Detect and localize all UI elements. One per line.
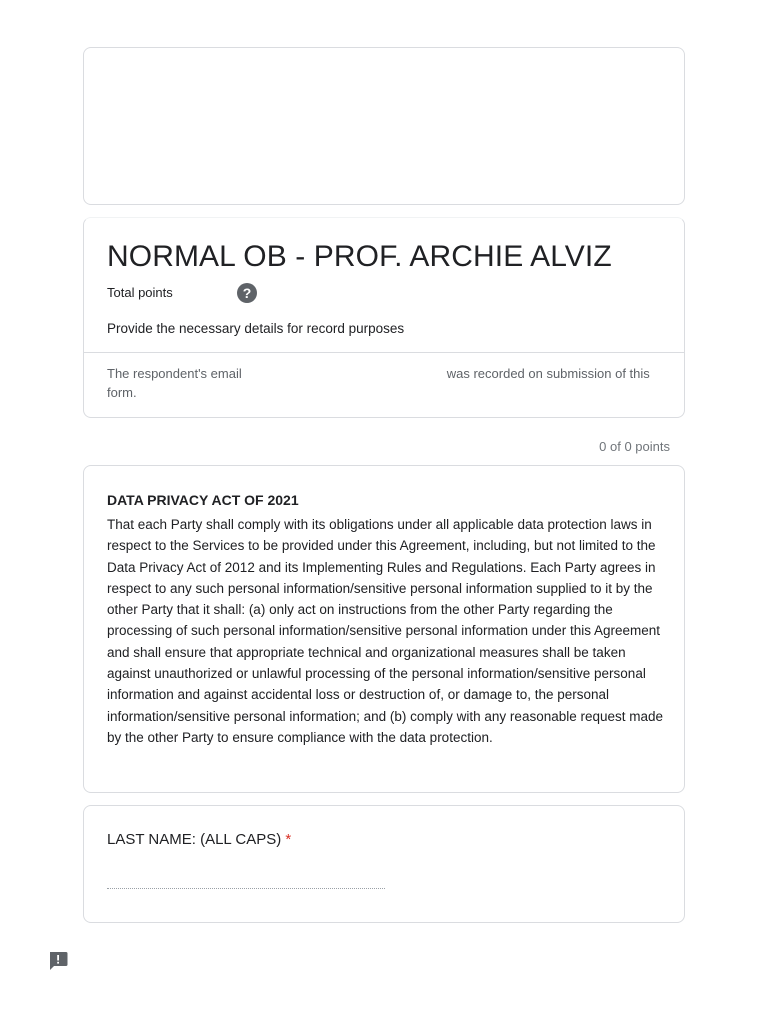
email-recorded-note	[107, 364, 652, 402]
feedback-icon[interactable]	[47, 950, 69, 972]
form-title: NORMAL OB - PROF. ARCHIE ALVIZ	[107, 240, 612, 273]
email-note-part1: The respondent's email	[107, 366, 242, 381]
privacy-section-card	[83, 465, 685, 793]
required-asterisk: *	[285, 831, 292, 848]
question-label-text: LAST NAME: (ALL CAPS)	[107, 831, 282, 848]
email-note-part2: was recorded on submission of this form.	[107, 366, 650, 400]
feedback-icon-graphic	[47, 950, 69, 972]
header-banner	[83, 47, 685, 205]
question-label	[107, 831, 291, 848]
privacy-body: That each Party shall comply with its obligations under all applicable data protection laws in respect to the Services to be provided under this Agreement, including, but not limited to the Data Privacy Act of 2012 and its Implementing Rules and Regulations. Each Party agrees in respect to any such personal information/sensitive personal information supplied to it by the other Party that it shall: (a) only act on instructions from the other Party regarding the processing of such personal information/sensitive personal information under this Agreement and shall ensure that appropriate technical and organizational measures shall be taken against unauthorized or unlawful processing of the personal information/sensitive personal information and against accidental loss or destruction of, or damage to, the personal information/sensitive personal information; and (b) comply with any reasonable request made by the other Party to ensure compliance with the data protection.	[107, 517, 664, 745]
header-divider	[84, 352, 684, 353]
last-name-input[interactable]	[107, 868, 385, 889]
privacy-title: DATA PRIVACY ACT OF 2021	[107, 492, 299, 508]
help-icon[interactable]: ?	[237, 283, 257, 303]
form-description: Provide the necessary details for record purposes	[107, 321, 405, 336]
form-header-card	[83, 217, 685, 418]
points-summary: 0 of 0 points	[599, 439, 670, 454]
question-card-last-name	[83, 805, 685, 923]
total-points-label: Total points	[107, 285, 173, 300]
